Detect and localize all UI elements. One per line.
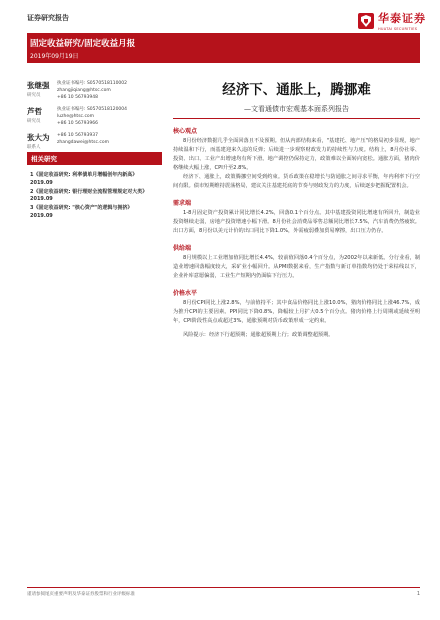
huatai-logo-icon bbox=[358, 13, 374, 29]
analyst-email[interactable]: zhangdawei@htsc.com bbox=[57, 140, 109, 145]
analyst-panel bbox=[27, 80, 162, 155]
report-banner bbox=[27, 33, 420, 63]
section-paragraph: 8月规模以上工业增加值同比增长4.4%，较前值回落0.4个百分点，为2002年以来新低。分行业看，制造业增速回落幅度较大，采矿业小幅回升。从PMI数据来看，生产指数与新订单指数均仍处于荣枯线以下，企业补库意愿偏弱，工业生产短期内仍面临下行压力。 bbox=[173, 255, 420, 279]
related-item-title: 2《固定收益研究: 银行理财全流程管理规定对大类》 bbox=[30, 188, 148, 195]
brand-name-en: HUATAI SECURITIES bbox=[378, 27, 418, 31]
analyst-email[interactable]: luzhe@htsc.com bbox=[57, 114, 95, 119]
section-heading: 核心观点 bbox=[173, 128, 198, 135]
related-item-date: 2019.09 bbox=[30, 212, 53, 219]
section-prices bbox=[173, 288, 420, 326]
related-research-item[interactable] bbox=[30, 172, 160, 186]
analyst-phone: +86 10 56793966 bbox=[57, 121, 98, 126]
report-title: 经济下、通胀上，腾挪难 bbox=[222, 82, 371, 98]
report-subtitle: —文看通债市宏观基本面系列报告 bbox=[244, 105, 349, 113]
analyst-card bbox=[27, 132, 162, 150]
analyst-phone: +86 10 56793937 bbox=[57, 133, 98, 138]
section-heading: 供给端 bbox=[173, 245, 192, 252]
section-paragraph: 8月份经济数据几乎全面回落且不及预期。但从内部结构来看，"基建托、地产压"的格局初步显现，地产持续温和下行，而基建迎来久违的反弹；后续进一步观察财政发力的持续性与力度。结构上，8月份社零、投资、出口、工业产出增速均有所下滑。地产调控仍保持定力，政策难以全面转向宽松。通胀方面，猪肉价格继续大幅上涨，CPI升至2.8%。 bbox=[173, 138, 420, 171]
section-supply bbox=[173, 243, 420, 281]
analyst-card bbox=[27, 80, 162, 101]
analyst-name: 张大为 bbox=[27, 133, 50, 142]
related-research-item[interactable] bbox=[30, 205, 160, 219]
report-date: 2019年09月19日 bbox=[30, 53, 79, 60]
report-body bbox=[173, 78, 420, 340]
section-heading: 需求端 bbox=[173, 200, 192, 207]
section-paragraph: 1-8月固定资产投资累计同比增长4.2%，回落0.1个百分点。其中基建投资同比增速有所回升，制造业投资继续走弱，房地产投资增速小幅下滑。8月份社会消费品零售总额同比增长7.5%，汽车消费仍然疲软。出口方面，8月份以美元计价的出口同比下降1.0%，外需疲弱叠加贸易摩擦，出口压力仍存。 bbox=[173, 210, 420, 234]
section-core-views bbox=[173, 126, 420, 191]
related-item-date: 2019.09 bbox=[30, 179, 53, 186]
analyst-role: 研究员 bbox=[27, 119, 41, 124]
analyst-email[interactable]: zhangjiqiang@htsc.com bbox=[57, 88, 111, 93]
footer-disclaimer: 谨请参阅尾页重要声明及华泰证券股票和行业评级标准 bbox=[27, 592, 135, 597]
analyst-name: 张继强 bbox=[27, 81, 50, 90]
related-item-date: 2019.09 bbox=[30, 196, 53, 202]
related-item-title: 1《固定收益研究: 利率债单月增幅创年内新高》 bbox=[30, 172, 138, 178]
analyst-role: 联系人 bbox=[27, 145, 41, 150]
related-research-title: 相关研究 bbox=[31, 155, 57, 163]
related-research-item[interactable] bbox=[30, 189, 160, 203]
analyst-cert: 执业证书编号: S0570518110002 bbox=[57, 81, 128, 86]
analyst-role: 研究员 bbox=[27, 93, 41, 98]
analyst-name: 芦哲 bbox=[27, 107, 42, 116]
related-research-list bbox=[30, 172, 160, 222]
section-paragraph: 8月份CPI同比上涨2.8%，与前值持平；其中食品价格同比上涨10.0%，猪肉价格同比上涨46.7%，成为推升CPI的主要因素。PPI同比下降0.8%，降幅较上月扩大0.5个百分点。猪肉价格上行周期或延续至明年，CPI阶段性高点或超过3%，通胀预期对货币政策形成一定约束。 bbox=[173, 300, 420, 324]
brand-name-cn: 华泰证券 bbox=[378, 12, 426, 25]
related-item-title: 3《固定收益研究: "核心资产"的逻辑与拥挤》 bbox=[30, 205, 133, 211]
page-number: 1 bbox=[416, 591, 420, 597]
analyst-cert: 执业证书编号: S0570518120004 bbox=[57, 107, 128, 112]
analyst-card bbox=[27, 106, 162, 127]
analyst-phone: +86 10 56793948 bbox=[57, 95, 98, 100]
report-category: 固定收益研究/固定收益月报 bbox=[30, 39, 136, 49]
footer-divider bbox=[27, 587, 420, 588]
brand-logo bbox=[358, 10, 426, 31]
related-research-header bbox=[27, 152, 162, 165]
title-divider bbox=[173, 118, 420, 119]
risk-warning: 风险提示：经济下行超预期；通胀超预期上行；政策调整超预期。 bbox=[183, 332, 334, 338]
section-paragraph: 经济下、通胀上，政策腾挪空间受到约束。货币政策在稳增长与防通胀之间寻求平衡，年内利率下行空间有限。债市短期维持震荡格局，建议关注基建托底的节奏与财政发力的力度，后续逐步把握配置机会。 bbox=[173, 174, 420, 189]
section-demand bbox=[173, 198, 420, 236]
report-type-label: 证券研究报告 bbox=[27, 14, 69, 22]
section-heading: 价格水平 bbox=[173, 290, 198, 297]
